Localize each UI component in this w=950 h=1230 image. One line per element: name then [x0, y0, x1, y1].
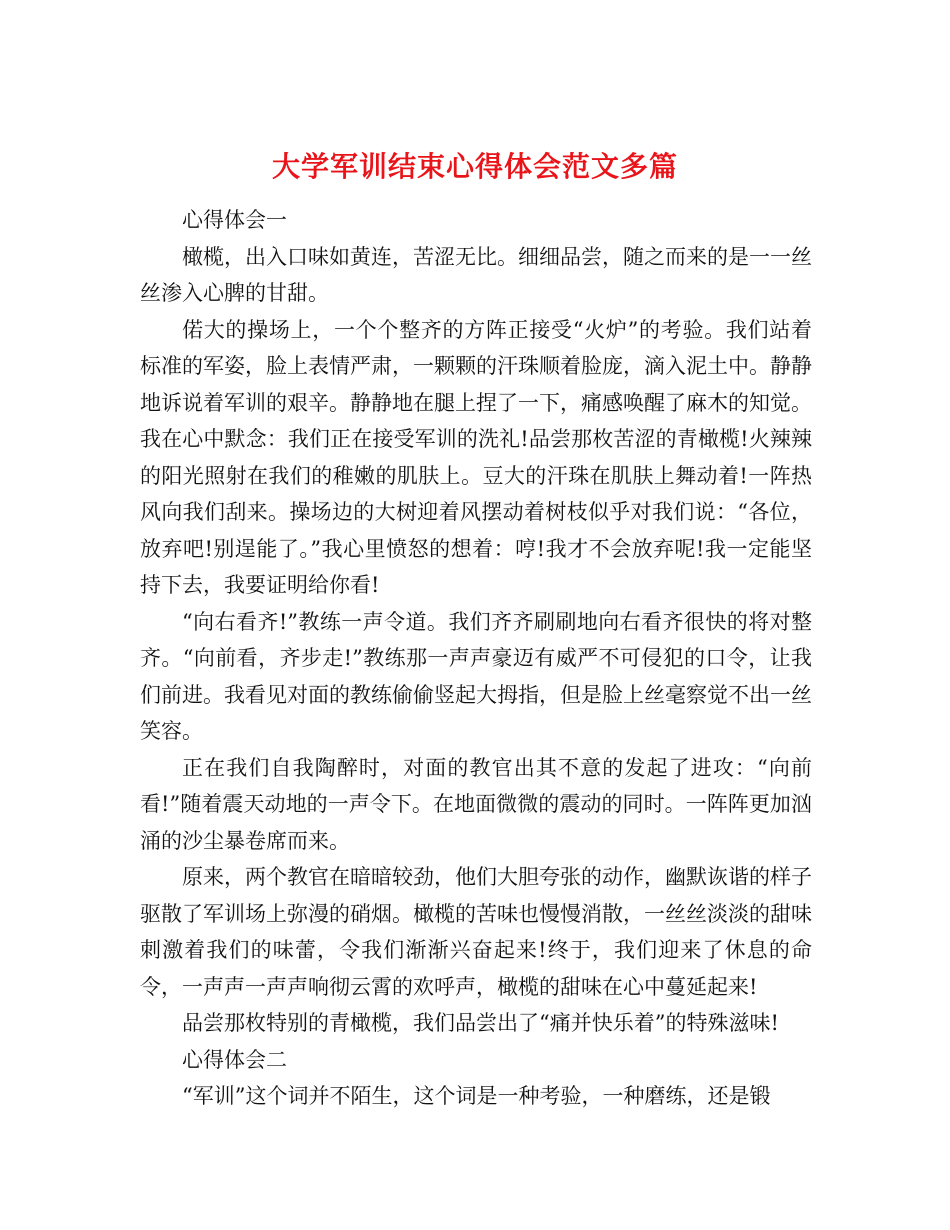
- section-heading: 心得体会一: [182, 208, 287, 232]
- paragraph: 原来，两个教官在暗暗较劲，他们大胆夸张的动作，幽默诙谐的样子驱散了军训场上弥漫的硝烟。橄榄的苦味也慢慢消散，一丝丝淡淡的甜味刺激着我们的味蕾，令我们渐渐兴奋起来!终于，我们迎来了休息的命令，一声声一声声响彻云霄的欢呼声，橄榄的甜味在心中蔓延起来!: [140, 865, 812, 999]
- paragraph: 偌大的操场上，一个个整齐的方阵正接受“火炉”的考验。我们站着标准的军姿，脸上表情严肃，一颗颗的汗珠顺着脸庞，滴入泥土中。静静地诉说着军训的艰辛。静静地在腿上捏了一下，痛感唤醒了麻木的知觉。我在心中默念：我们正在接受军训的洗礼!品尝那枚苦涩的青橄榄!火辣辣的阳光照射在我们的稚嫩的肌肤上。豆大的汗珠在肌肤上舞动着!一阵热风向我们刮来。操场边的大树迎着风摆动着树枝似乎对我们说：“各位，放弃吧!别逞能了。”我心里愤怒的想着：哼!我才不会放弃呢!我一定能坚持下去，我要证明给你看!: [140, 317, 812, 597]
- paragraph: 橄榄，出入口味如黄连，苦涩无比。细细品尝，随之而来的是一一丝丝渗入心脾的甘甜。: [140, 244, 812, 305]
- paragraph: 品尝那枚特别的青橄榄，我们品尝出了“痛并快乐着”的特殊滋味!: [182, 1011, 779, 1035]
- document-body: [140, 202, 812, 1115]
- document-title: 大学军训结束心得体会范文多篇: [271, 149, 678, 183]
- paragraph: “向右看齐!”教练一声令道。我们齐齐刷刷地向右看齐很快的将对整齐。“向前看，齐步走!”教练那一声声豪迈有威严不可侵犯的口令，让我们前进。我看见对面的教练偷偷竖起大拇指，但是脸上丝毫察觉不出一丝笑容。: [140, 609, 812, 743]
- paragraph: “军训”这个词并不陌生，这个词是一种考验，一种磨练，还是锻: [182, 1084, 771, 1108]
- paragraph: 正在我们自我陶醉时，对面的教官出其不意的发起了进攻：“向前看!”随着震天动地的一声令下。在地面微微的震动的同时。一阵阵更加汹涌的沙尘暴卷席而来。: [140, 755, 812, 853]
- section-heading: 心得体会二: [182, 1047, 287, 1072]
